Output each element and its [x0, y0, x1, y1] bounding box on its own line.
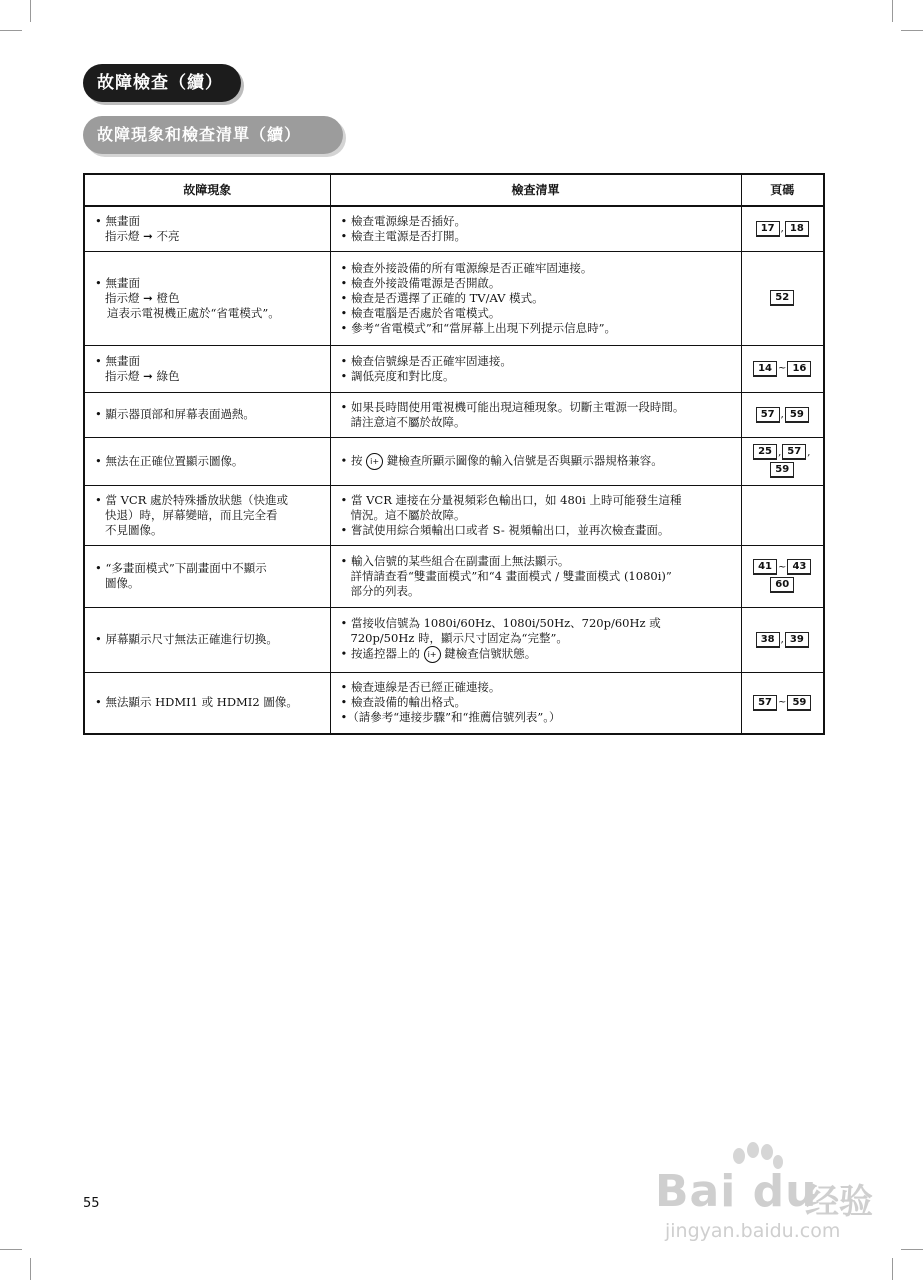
symptom-line: • 無畫面 — [95, 353, 140, 368]
page-ref[interactable]: 59 — [770, 462, 794, 478]
page-ref[interactable]: 59 — [785, 407, 809, 423]
table-row — [84, 251, 824, 345]
check-line: • 檢查主電源是否打開。 — [340, 228, 466, 243]
check-line: • 檢查外接設備電源是否開啟。 — [340, 275, 501, 290]
page-ref[interactable]: 57 — [753, 695, 777, 711]
page-separator: , — [807, 446, 811, 458]
symptom-line: • “多畫面模式”下副畫面中不顯示 — [95, 561, 267, 575]
symptom-line: 指示燈 ➞ 綠色 — [105, 368, 180, 383]
symptom-line: 指示燈 ➞ 不亮 — [105, 228, 180, 243]
check-line: • 當接收信號為 1080i/60Hz、1080i/50Hz、720p/60Hz 或 — [340, 616, 661, 630]
page-ref[interactable]: 25 — [753, 444, 777, 460]
check-line: • 檢查設備的輸出格式。 — [340, 695, 466, 710]
table-row — [84, 392, 824, 437]
page-ref[interactable]: 38 — [756, 632, 780, 648]
page-number: 55 — [83, 1196, 100, 1211]
column-header-checklist: 檢查清單 — [330, 174, 741, 206]
check-line: • 嘗試使用綜合頻輸出口或者 S- 視頻輸出口，並再次檢查畫面。 — [340, 522, 670, 537]
page-separator: , — [780, 409, 784, 420]
table-row — [84, 607, 824, 672]
table-row — [84, 345, 824, 392]
page-ref[interactable]: 59 — [787, 695, 811, 711]
checklist-cell — [330, 251, 741, 345]
page-separator: , — [780, 223, 784, 235]
table-row — [84, 545, 824, 607]
info-button-icon: i+ — [366, 453, 383, 470]
check-line: • 檢查是否選擇了正確的 TV/AV 模式。 — [340, 290, 544, 305]
check-line: •（請參考“連接步驟”和“推薦信號列表”。） — [340, 710, 561, 725]
check-line: • 檢查連線是否已經正確連接。 — [340, 680, 501, 695]
column-header-symptom: 故障現象 — [84, 174, 330, 206]
page-cell — [741, 251, 824, 345]
subsection-title: 故障現象和檢查清單（續） — [83, 116, 343, 154]
page-separator: , — [778, 446, 782, 458]
page-ref[interactable]: 17 — [756, 221, 780, 237]
crop-mark — [0, 30, 22, 31]
watermark-brand: Bai du — [655, 1166, 818, 1217]
check-line: • 當 VCR 連接在分量視頻彩色輸出口，如 480i 上時可能發生這種 — [340, 492, 682, 507]
check-line: • 檢查外接設備的所有電源線是否正確牢固連接。 — [340, 260, 593, 275]
page-cell — [741, 392, 824, 437]
page-ref[interactable]: 43 — [787, 559, 811, 575]
page-ref[interactable]: 57 — [782, 444, 806, 460]
page-ref[interactable]: 14 — [753, 361, 777, 377]
checklist-cell — [330, 607, 741, 672]
table-row — [84, 672, 824, 734]
symptom-cell — [84, 251, 330, 345]
page-ref[interactable]: 52 — [770, 290, 794, 306]
checklist-cell — [330, 437, 741, 485]
check-line: • 檢查電源線是否插好。 — [340, 213, 466, 228]
crop-mark — [892, 1258, 893, 1280]
page-separator: , — [780, 634, 784, 645]
checklist-cell — [330, 206, 741, 251]
symptom-line: • 屏幕顯示尺寸無法正確進行切換。 — [95, 632, 278, 646]
page-ref[interactable]: 39 — [785, 632, 809, 648]
check-line — [341, 646, 733, 663]
checklist-cell — [330, 485, 741, 545]
check-line: • 如果長時間使用電視機可能出現這種現象。切斷主電源一段時間。 — [340, 399, 685, 414]
page-separator: ~ — [778, 363, 787, 374]
check-line: 詳情請查看“雙畫面模式”和“4 畫面模式 / 雙畫面模式 (1080i)” — [350, 568, 672, 583]
symptom-cell — [84, 545, 330, 607]
page-cell — [741, 545, 824, 607]
crop-mark — [892, 0, 893, 22]
symptom-line: • 無畫面 — [95, 275, 140, 290]
symptom-cell — [84, 607, 330, 672]
page-ref[interactable]: 41 — [753, 559, 777, 575]
watermark — [655, 1140, 905, 1250]
page-cell — [741, 607, 824, 672]
symptom-line: • 無畫面 — [95, 213, 140, 228]
check-line: • 檢查電腦是否處於省電模式。 — [340, 305, 501, 320]
symptom-cell — [84, 437, 330, 485]
page-cell — [741, 672, 824, 734]
check-line: • 輸入信號的某些組合在副畫面上無法顯示。 — [340, 553, 570, 568]
symptom-cell — [84, 392, 330, 437]
table-row — [84, 206, 824, 251]
checklist-cell — [330, 345, 741, 392]
check-text: 鍵檢查所顯示圖像的輸入信號是否與顯示器規格兼容。 — [386, 453, 663, 467]
page-cell — [741, 206, 824, 251]
symptom-line: 不見圖像。 — [105, 522, 163, 537]
section-title: 故障檢查（續） — [83, 64, 241, 102]
symptom-line: 指示燈 ➞ 橙色 — [105, 290, 180, 305]
troubleshooting-table — [83, 173, 825, 735]
check-line: 720p/50Hz 時，顯示尺寸固定為“完整”。 — [350, 631, 568, 645]
table-row — [84, 485, 824, 545]
page-ref[interactable]: 57 — [756, 407, 780, 423]
check-line: • 參考“省電模式”和“當屏幕上出現下列提示信息時”。 — [340, 320, 616, 335]
symptom-line: • 無法顯示 HDMI1 或 HDMI2 圖像。 — [95, 695, 298, 710]
check-line — [341, 453, 733, 470]
checklist-cell — [330, 545, 741, 607]
check-line: • 檢查信號線是否正確牢固連接。 — [340, 353, 512, 368]
page-cell — [741, 437, 824, 485]
page-separator: ~ — [778, 561, 787, 573]
table-row — [84, 437, 824, 485]
symptom-line: • 顯示器頂部和屏幕表面過熱。 — [95, 407, 255, 421]
page-cell — [741, 345, 824, 392]
crop-mark — [30, 1258, 31, 1280]
symptom-cell — [84, 485, 330, 545]
table-header-row — [84, 174, 824, 206]
checklist-cell — [330, 392, 741, 437]
page-cell — [741, 485, 824, 545]
check-text: • 按遙控器上的 — [340, 646, 420, 661]
info-button-icon: i+ — [424, 646, 441, 663]
symptom-line: 這表示電視機正處於“省電模式”。 — [107, 305, 280, 320]
symptom-cell — [84, 672, 330, 734]
page-ref[interactable]: 18 — [785, 221, 809, 237]
page-separator: ~ — [778, 697, 787, 709]
crop-mark — [0, 1249, 22, 1250]
page-ref[interactable]: 16 — [787, 361, 811, 377]
symptom-line: • 無法在正確位置顯示圖像。 — [95, 453, 244, 468]
check-line: 請注意這不屬於故障。 — [350, 414, 466, 429]
check-text: • 按 — [340, 453, 363, 467]
column-header-page: 頁碼 — [741, 174, 824, 206]
symptom-cell — [84, 206, 330, 251]
check-line: 部分的列表。 — [350, 583, 420, 598]
crop-mark — [901, 30, 923, 31]
check-line: • 調低亮度和對比度。 — [340, 368, 455, 383]
symptom-line: 圖像。 — [105, 576, 140, 590]
symptom-cell — [84, 345, 330, 392]
check-text: 鍵檢查信號狀態。 — [444, 646, 537, 661]
check-line: 情況。這不屬於故障。 — [350, 507, 466, 522]
watermark-url: jingyan.baidu.com — [665, 1220, 841, 1242]
page-ref[interactable]: 60 — [770, 577, 794, 593]
crop-mark — [30, 0, 31, 22]
checklist-cell — [330, 672, 741, 734]
symptom-line: 快退）時，屏幕變暗，而且完全看 — [105, 507, 278, 522]
watermark-cn: 经验 — [805, 1182, 873, 1222]
symptom-line: • 當 VCR 處於特殊播放狀態（快進或 — [95, 492, 289, 507]
